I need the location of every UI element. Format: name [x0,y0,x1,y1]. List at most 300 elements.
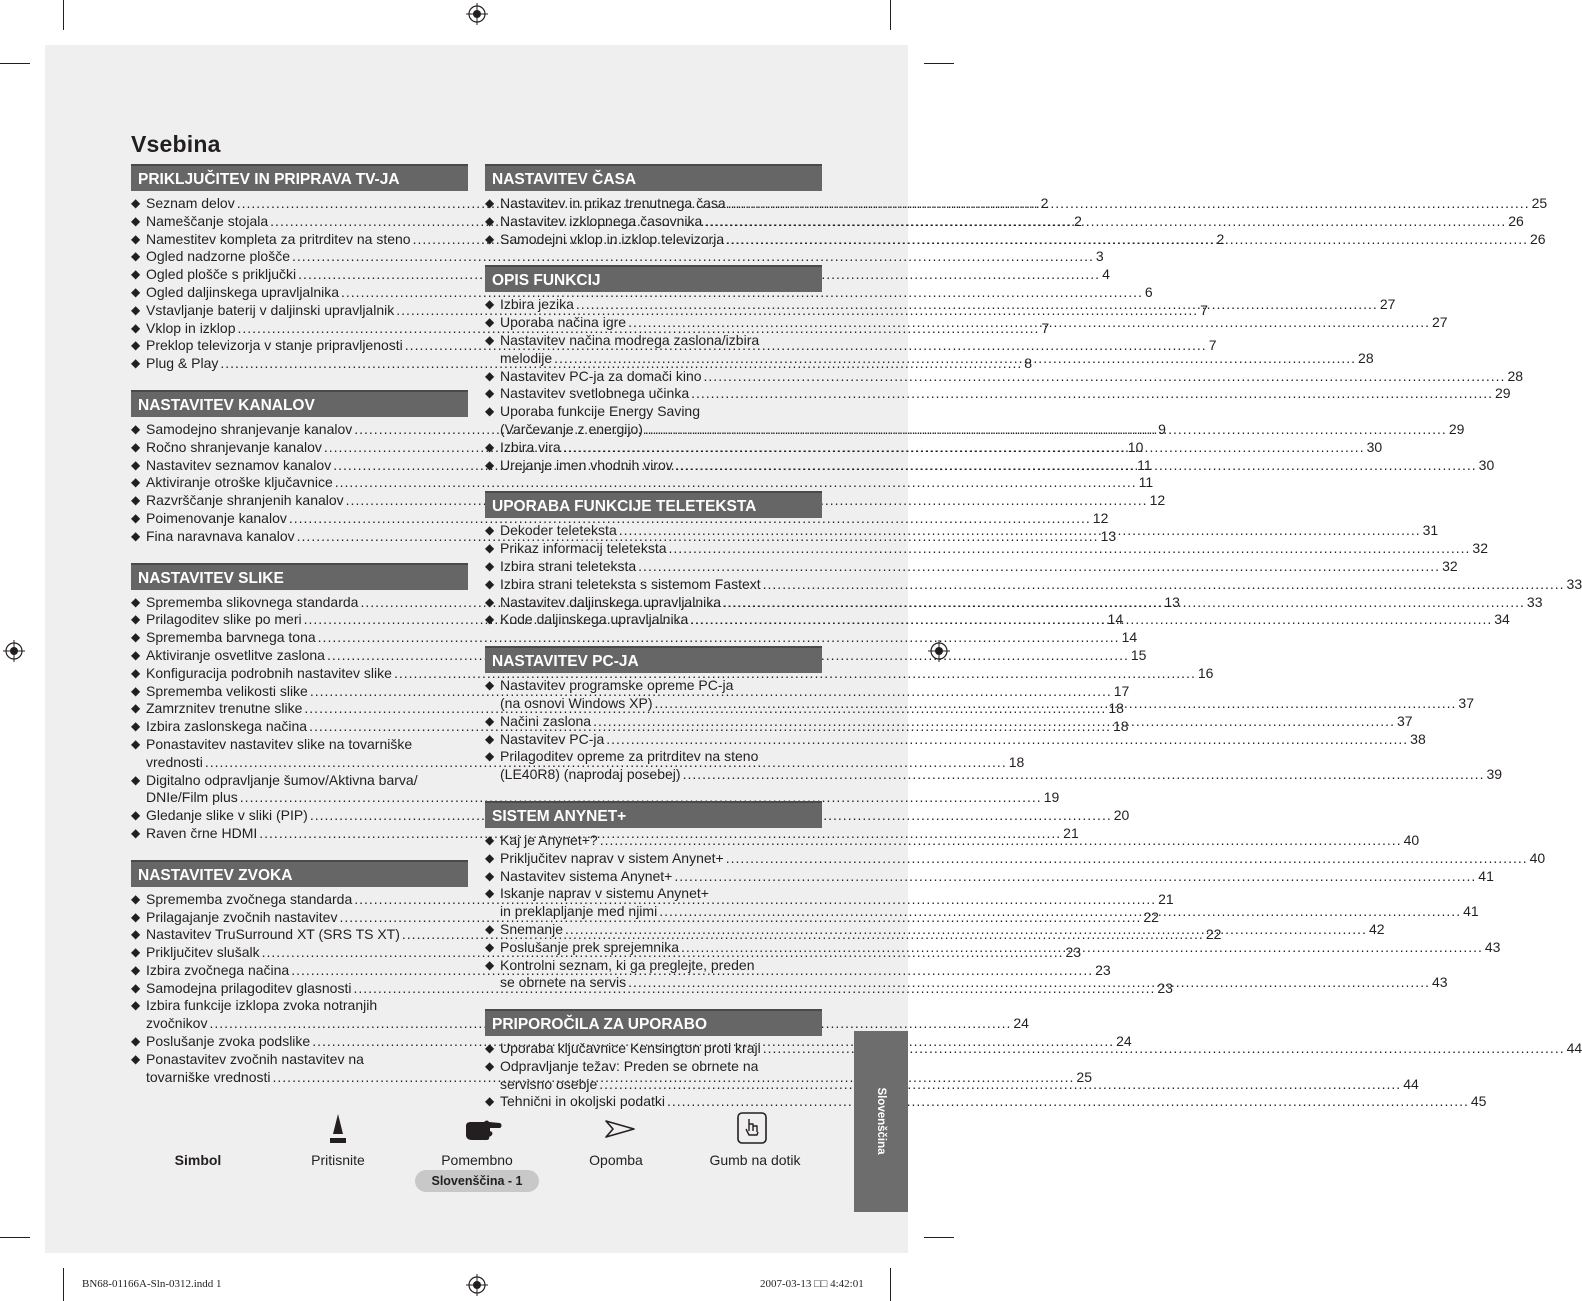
toc-page-number: 14 [1121,629,1138,646]
toc-page-number: 2 [1216,230,1225,247]
toc-page-number: 13 [1164,593,1180,610]
toc-page-number: 15 [1130,646,1147,663]
toc-entry-text: Prilagajanje zvočnih nastavitev [146,908,338,925]
toc-page-number: 30 [1478,456,1495,473]
toc-entry-text: Nastavitev izklopnega časovnika [500,212,703,229]
toc-page-number: 4 [1102,266,1110,283]
toc-entry[interactable] [485,540,1488,558]
diamond-bullet-icon: ◆ [131,528,141,543]
toc-page-number: 41 [1463,903,1479,920]
toc-page-number: 44 [1403,1075,1419,1092]
crop-mark [890,1268,891,1301]
diamond-bullet-icon: ◆ [131,701,141,716]
toc-entry[interactable] [131,509,1109,528]
toc-page-number: 17 [1113,682,1130,699]
toc-entry[interactable] [485,230,1546,249]
crop-mark [924,63,954,64]
toc-entry-text: (Varčevanje z energijo) [500,420,643,437]
diamond-bullet-icon: ◆ [485,850,495,865]
legend-important-label: Pomembno [441,1152,513,1168]
toc-entry-text: Samodejno shranjevanje kanalov [146,420,353,437]
toc-entry-text: Izbira jezika [500,296,574,313]
dot-leader [655,695,1457,713]
toc-page-number: 10 [1127,438,1144,455]
note-arrow-icon [605,1119,635,1139]
diamond-bullet-icon: ◆ [131,475,141,490]
diamond-bullet-icon: ◆ [131,683,141,698]
toc-page-number: 9 [1158,420,1166,437]
toc-page-number: 43 [1431,974,1448,991]
toc-entry-text: Izbira strani teleteksta s sistemom Fastext [500,575,761,592]
touch-button-icon [737,1112,767,1144]
toc-entry-text: Ogled nadzorne plošče [146,248,290,265]
toc-entry[interactable] [485,314,1448,332]
diamond-bullet-icon: ◆ [485,832,495,847]
dot-leader [683,766,1485,784]
diamond-bullet-icon: ◆ [131,267,141,282]
toc-entry[interactable] [131,474,1154,492]
toc-page-number: 21 [1063,824,1079,841]
toc-page-number: 32 [1442,557,1458,574]
toc-entry-text: Sprememba zvočnega standarda [146,890,353,907]
toc-entry-text: Digitalno odpravljanje šumov/Aktivna barva/ [146,771,418,788]
section-heading: PRIPOROČILA ZA UPORABO [485,1009,822,1036]
toc-page-number: 43 [1484,938,1501,955]
toc-page-number: 45 [1470,1093,1487,1110]
diamond-bullet-icon: ◆ [485,315,495,330]
toc-entry-text: Poslušanje prek sprejemnika [500,938,679,955]
section-heading: NASTAVITEV PC-JA [485,646,822,673]
toc-entry-text: Priključitev slušalk [146,944,260,961]
toc-page-number: 12 [1149,492,1166,509]
toc-list [485,191,1548,248]
toc-page-number: 18 [1008,753,1025,770]
crop-mark [63,1268,64,1301]
diamond-bullet-icon: ◆ [485,297,495,312]
toc-page-number: 37 [1396,712,1413,729]
toc-page-number: 42 [1368,920,1385,937]
toc-entry-text: Raven črne HDMI [146,824,258,841]
diamond-bullet-icon: ◆ [485,868,495,883]
toc-entry-text: Načini zaslona [500,712,592,729]
toc-entry-text: melodije [500,349,553,366]
toc-entry-text: Aktiviranje otroške ključavnice [146,474,333,491]
diamond-bullet-icon: ◆ [131,510,141,525]
toc-entry-text: Prilagoditev opreme za pritrditev na steno [500,748,759,765]
toc-page-number: 32 [1472,540,1488,557]
footer-datetime: 2007-03-13 □□ 4:42:01 [760,1278,864,1290]
toc-page-number: 19 [1043,789,1060,806]
toc-page-number: 13 [1100,527,1117,544]
toc-page-number: 30 [1366,438,1383,455]
diamond-bullet-icon: ◆ [485,404,495,419]
toc-entry[interactable] [485,296,1396,314]
diamond-bullet-icon: ◆ [485,886,495,901]
diamond-bullet-icon: ◆ [131,612,141,627]
dot-leader [554,350,1356,368]
toc-entry[interactable] [485,331,1374,368]
toc-page-number: 2 [1074,212,1082,229]
footer-file-name: BN68-01166A-Sln-0312.indd 1 [82,1278,222,1290]
toc-entry[interactable] [131,283,1153,302]
diamond-bullet-icon: ◆ [485,957,495,972]
diamond-bullet-icon: ◆ [131,825,141,840]
diamond-bullet-icon: ◆ [485,1094,495,1109]
diamond-bullet-icon: ◆ [485,731,495,746]
toc-page-number: 20 [1113,807,1130,824]
diamond-bullet-icon: ◆ [485,612,495,627]
crop-mark [0,63,30,64]
toc-page-number: 34 [1494,611,1510,628]
toc-entry-text: tovarniške vrednosti [146,1068,271,1085]
toc-page-number: 37 [1458,694,1474,711]
toc-page-number: 27 [1379,296,1396,313]
diamond-bullet-icon: ◆ [485,523,495,538]
diamond-bullet-icon: ◆ [131,302,141,317]
diamond-bullet-icon: ◆ [131,630,141,645]
section-heading: PRIKLJUČITEV IN PRIPRAVA TV-JA [131,164,468,191]
diamond-bullet-icon: ◆ [485,576,495,591]
toc-entry[interactable] [485,730,1426,749]
toc-entry-text: Sprememba slikovnega standarda [146,593,359,610]
toc-page-number: 41 [1478,867,1494,884]
diamond-bullet-icon: ◆ [131,647,141,662]
toc-page-number: 26 [1508,212,1524,229]
toc-page-number: 23 [1065,944,1082,961]
language-side-tab [854,1031,908,1212]
dot-leader [659,903,1461,921]
toc-page-number: 12 [1092,509,1109,526]
toc-page-number: 3 [1095,248,1104,265]
toc-entry[interactable] [485,367,1524,386]
toc-entry-text: Vstavljanje baterij v daljinski upravljalnik [146,301,395,318]
toc-entry-text: Uporaba funkcije Energy Saving [500,403,701,420]
press-icon [328,1112,348,1146]
toc-entry-text: Nastavitev PC-ja za domači kino [500,367,702,384]
diamond-bullet-icon: ◆ [485,1041,495,1056]
diamond-bullet-icon: ◆ [131,439,141,454]
dot-leader [763,576,1565,594]
toc-page-number: 26 [1530,230,1546,247]
toc-page-number: 7 [1041,319,1050,336]
toc-entry[interactable] [485,575,1582,594]
toc-entry-text: Ponastavitev nastavitev slike na tovarniške [146,735,413,752]
toc-entry-text: Aktiviranje osvetlitve zaslona [146,646,325,663]
diamond-bullet-icon: ◆ [485,439,495,454]
diamond-bullet-icon: ◆ [485,558,495,573]
registration-mark-icon [466,1274,488,1296]
dot-leader [628,314,1430,332]
toc-entry-text: Ogled daljinskega upravljalnika [146,283,340,300]
toc-entry-text: Nameščanje stojala [146,212,269,229]
toc-page-number: 25 [1531,195,1548,211]
diamond-bullet-icon: ◆ [131,927,141,942]
dot-leader [669,540,1471,558]
dot-leader [690,611,1492,629]
dot-leader [723,594,1525,612]
diamond-bullet-icon: ◆ [485,386,495,401]
toc-entry-text: Izbira strani teleteksta [500,557,637,574]
crop-mark [63,0,64,30]
toc-entry-text: Nastavitev daljinskega upravljalnika [500,593,722,610]
toc-entry[interactable] [131,664,1214,683]
diamond-bullet-icon: ◆ [131,980,141,995]
page-title: Vsebina [131,131,221,157]
dot-leader [704,368,1506,386]
toc-entry-text: Samodejni vklop in izklop televizorja [500,230,725,247]
diamond-bullet-icon: ◆ [485,231,495,246]
toc-page-number: 8 [1024,355,1033,372]
registration-mark-icon [466,3,488,25]
toc-entry-text: Dekoder teleteksta [500,522,617,539]
toc-page-number: 22 [1205,926,1222,943]
toc-entry-text: Ogled plošče s priključki [146,266,297,283]
crop-mark [924,1237,954,1238]
diamond-bullet-icon: ◆ [485,368,495,383]
diamond-bullet-icon: ◆ [131,891,141,906]
diamond-bullet-icon: ◆ [485,594,495,609]
toc-entry-text: Poslušanje zvoka podslike [146,1033,311,1050]
toc-page-number: 28 [1507,367,1524,384]
toc-page-number: 39 [1486,766,1503,783]
toc-page-number: 11 [1138,474,1154,491]
pointing-hand-icon [464,1118,502,1142]
toc-page-number: 29 [1495,385,1511,402]
toc-entry-text: Uporaba ključavnice Kensington proti kraji [500,1040,761,1057]
dot-leader [599,1076,1401,1094]
diamond-bullet-icon: ◆ [131,909,141,924]
toc-entry-text: Gledanje slike v sliki (PIP) [146,807,308,824]
diamond-bullet-icon: ◆ [131,1034,141,1049]
toc-page-number: 6 [1144,283,1153,300]
side-tab-label: Slovenščina [875,1087,887,1155]
diamond-bullet-icon: ◆ [131,998,141,1013]
dot-leader [638,558,1440,576]
toc-entry-text: Razvrščanje shranjenih kanalov [146,492,344,509]
toc-entry-text: Preklop televizorja v stanje pripravljenosti [146,337,403,354]
toc-entry[interactable] [485,212,1524,231]
toc-entry-text: Ročno shranjevanje kanalov [146,438,322,455]
diamond-bullet-icon: ◆ [131,945,141,960]
legend-symbol-label: Simbol [174,1152,222,1168]
diamond-bullet-icon: ◆ [485,678,495,693]
toc-entry-text: Nastavitev načina modrega zaslona/izbira [500,331,760,348]
diamond-bullet-icon: ◆ [131,356,141,371]
diamond-bullet-icon: ◆ [131,808,141,823]
dot-leader [606,731,1408,749]
toc-entry-text: Izbira zaslonskega načina [146,718,308,735]
dot-leader [600,832,1402,850]
diamond-bullet-icon: ◆ [131,962,141,977]
dot-leader [674,868,1476,886]
toc-page-number: 27 [1432,314,1448,331]
toc-page-number: 16 [1197,664,1214,681]
toc-entry-text: Nastavitev sistema Anynet+ [500,867,673,884]
toc-entry-text: Izbira zvočnega načina [146,961,290,978]
toc-entry-text: Izbira funkcije izklopa zvoka notranjih [146,997,378,1014]
toc-entry-text: Sprememba barvnega tona [146,629,316,646]
toc-entry-text: Snemanje [500,920,564,937]
toc-entry-text: Prilagoditev slike po meri [146,611,302,628]
toc-entry-text: DNIe/Film plus [146,789,238,806]
toc-page-number: 23 [1157,979,1173,996]
diamond-bullet-icon: ◆ [131,665,141,680]
diamond-bullet-icon: ◆ [131,196,141,210]
toc-page-number: 29 [1448,420,1465,437]
toc-entry-text: Poimenovanje kanalov [146,509,287,526]
toc-entry[interactable] [485,403,1465,439]
toc-page-number: 24 [1013,1015,1029,1032]
toc-entry[interactable] [485,849,1546,868]
toc-page-number: 11 [1137,456,1152,473]
dot-leader [565,921,1367,939]
toc-entry-text: Nastavitev seznamov kanalov [146,456,332,473]
toc-entry-text: Ponastavitev zvočnih nastavitev na [146,1050,364,1067]
dot-leader [728,195,1530,213]
diamond-bullet-icon: ◆ [131,213,141,228]
toc-page-number: 23 [1095,961,1111,978]
toc-entry-text: Nastavitev TruSurround XT (SRS TS XT) [146,926,400,943]
toc-entry-text: se obrnete na servis [500,974,627,991]
toc-entry-text: Seznam delov [146,195,235,211]
toc-entry-text: Fina naravnava kanalov [146,527,295,544]
toc-page-number: 7 [1208,337,1217,354]
diamond-bullet-icon: ◆ [485,332,495,347]
toc-entry-text: Tehnični in okoljski podatki [500,1093,665,1110]
diamond-bullet-icon: ◆ [485,921,495,936]
toc-entry-text: in preklapljanje med njimi [500,903,658,920]
toc-entry[interactable] [485,195,1548,213]
toc-page-number: 44 [1566,1040,1582,1057]
diamond-bullet-icon: ◆ [485,939,495,954]
diamond-bullet-icon: ◆ [131,320,141,335]
toc-page-number: 40 [1529,849,1546,866]
diamond-bullet-icon: ◆ [131,421,141,436]
toc-entry-text: vrednosti [146,753,203,770]
diamond-bullet-icon: ◆ [485,1058,495,1073]
diamond-bullet-icon: ◆ [131,772,141,787]
toc-entry-text: Izbira vira [500,438,561,455]
toc-page-number: 25 [1076,1068,1092,1085]
registration-mark-icon [3,640,25,662]
dot-leader [704,213,1506,231]
toc-entry-text: Nastavitev svetlobnega učinka [500,385,690,402]
toc-entry-text: Iskanje naprav v sistemu Anynet+ [500,885,709,902]
toc-entry-text: Kaj je Anynet+? [500,831,598,848]
toc-entry-text: (LE40R8) (naprodaj posebej) [500,766,681,783]
toc-page-number: 18 [1113,718,1129,735]
section-heading: NASTAVITEV KANALOV [131,390,468,417]
toc-page-number: 7 [1200,301,1208,318]
section-heading: NASTAVITEV ZVOKA [131,860,468,887]
crop-mark [0,1237,30,1238]
diamond-bullet-icon: ◆ [485,541,495,556]
toc-entry-text: Odpravljanje težav: Preden se obrnete na [500,1057,759,1074]
toc-entry[interactable] [131,629,1138,647]
diamond-bullet-icon: ◆ [485,713,495,728]
crop-mark [890,0,891,30]
toc-entry-text: Priključitev naprav v sistem Anynet+ [500,849,724,866]
section-heading: SISTEM ANYNET+ [485,801,822,828]
section-heading: NASTAVITEV SLIKE [131,563,468,590]
toc-page-number: 31 [1422,522,1439,539]
legend-press-label: Pritisnite [311,1152,365,1168]
toc-entry-text: Kontrolni seznam, ki ga preglejte, preden [500,956,755,973]
toc-page-number: 33 [1566,575,1582,592]
diamond-bullet-icon: ◆ [485,196,495,210]
toc-entry-text: Nastavitev in prikaz trenutnega časa [500,195,726,211]
toc-page-number: 2 [1040,195,1049,211]
toc-page-number: 22 [1143,908,1159,925]
section-heading: UPORABA FUNKCIJE TELETEKSTA [485,491,822,518]
toc-page-number: 24 [1116,1033,1132,1050]
dot-leader [563,439,1365,457]
toc-page-number: 40 [1403,831,1420,848]
toc-page-number: 14 [1107,611,1124,628]
section-heading: OPIS FUNKCIJ [485,265,822,292]
dot-leader [726,850,1528,868]
diamond-bullet-icon: ◆ [485,213,495,228]
toc-page-number: 18 [1108,700,1124,717]
toc-entry-text: servisno osebje [500,1075,598,1092]
dot-leader [628,974,1430,992]
toc-entry-text: Uporaba načina igre [500,314,627,331]
toc-entry-text: Prikaz informacij teleteksta [500,540,667,557]
toc-section [485,164,1548,248]
toc-entry-text: Urejanje imen vhodnih virov [500,456,673,473]
dot-leader [619,522,1421,540]
diamond-bullet-icon: ◆ [131,338,141,353]
dot-leader [645,421,1447,439]
toc-page-number: 33 [1526,593,1543,610]
page-number-badge: Slovenščina - 1 [415,1170,539,1192]
diamond-bullet-icon: ◆ [131,719,141,734]
toc-entry-text: Konfiguracija podrobnih nastavitev slike [146,664,392,681]
toc-entry-text: (na osnovi Windows XP) [500,694,653,711]
diamond-bullet-icon: ◆ [131,736,141,751]
toc-page-number: 28 [1358,349,1374,366]
toc-entry-text: Plug & Play [146,355,219,372]
toc-entry[interactable] [131,248,1104,266]
section-heading: NASTAVITEV ČASA [485,164,822,191]
toc-entry-text: Sprememba velikosti slike [146,682,308,699]
dot-leader [691,385,1493,403]
diamond-bullet-icon: ◆ [131,284,141,299]
toc-entry-text: Nastavitev PC-ja [500,730,605,747]
diamond-bullet-icon: ◆ [131,594,141,609]
toc-page-number: 38 [1410,730,1426,747]
toc-entry[interactable] [485,1093,1487,1111]
toc-entry-text: Zamrznitev trenutne slike [146,700,303,717]
toc-page-number: 21 [1158,890,1174,907]
dot-leader [593,713,1395,731]
diamond-bullet-icon: ◆ [131,457,141,472]
diamond-bullet-icon: ◆ [131,493,141,508]
toc-entry[interactable] [485,385,1511,403]
toc-entry[interactable] [485,867,1494,886]
toc-entry[interactable] [485,557,1458,576]
legend-touch-button-label: Gumb na dotik [709,1152,801,1168]
diamond-bullet-icon: ◆ [485,457,495,472]
dot-leader [675,457,1477,475]
toc-entry-text: Kode daljinskega upravljalnika [500,611,689,628]
diamond-bullet-icon: ◆ [131,231,141,246]
toc-entry-text: zvočnikov [146,1015,208,1032]
toc-entry-text: Namestitev kompleta za pritrditev na steno [146,230,411,247]
dot-leader [726,231,1528,249]
diamond-bullet-icon: ◆ [131,1051,141,1066]
diamond-bullet-icon: ◆ [485,749,495,764]
